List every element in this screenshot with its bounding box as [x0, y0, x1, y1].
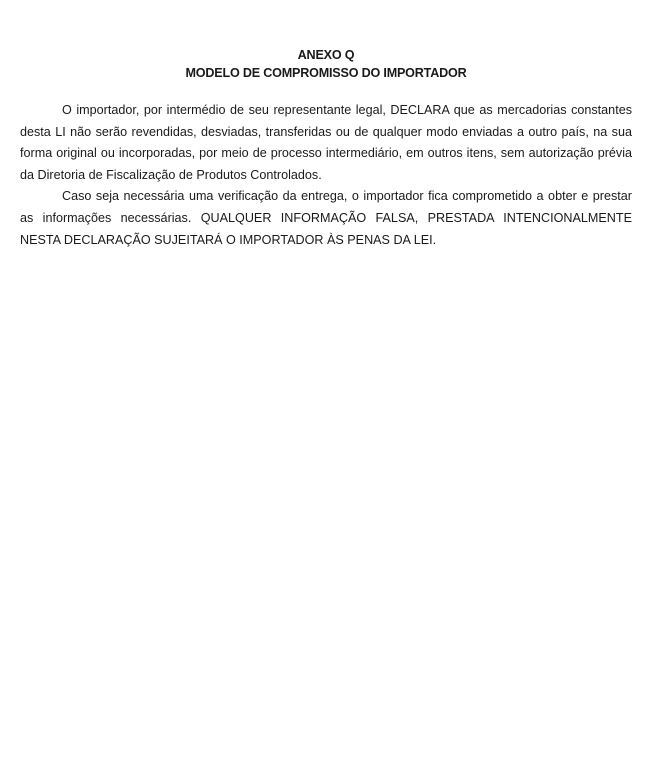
paragraph-declaration: O importador, por intermédio de seu representante legal, DECLARA que as mercadorias constantes desta LI não serão revendidas, desviadas, transferidas ou de qualquer modo enviadas a outro país, na sua forma original ou incorporadas, por meio de processo intermediário, em outros itens, sem autorização prévia da Diretoria de Fiscalização de Produtos Controlados. — [20, 103, 632, 182]
paragraph-verification: Caso seja necessária uma verificação da entrega, o importador fica comprometido a obter e prestar as informações necessárias. QUALQUER INFORMAÇÃO FALSA, PRESTADA INTENCIONALMENTE NESTA DECLARAÇÃO SUJEITARÁ O IMPORTADOR ÀS PENAS DA LEI. — [20, 189, 632, 247]
model-title: MODELO DE COMPROMISSO DO IMPORTADOR — [185, 66, 467, 80]
document-heading — [20, 46, 632, 82]
annex-title: ANEXO Q — [297, 48, 355, 62]
document-body — [20, 100, 632, 251]
